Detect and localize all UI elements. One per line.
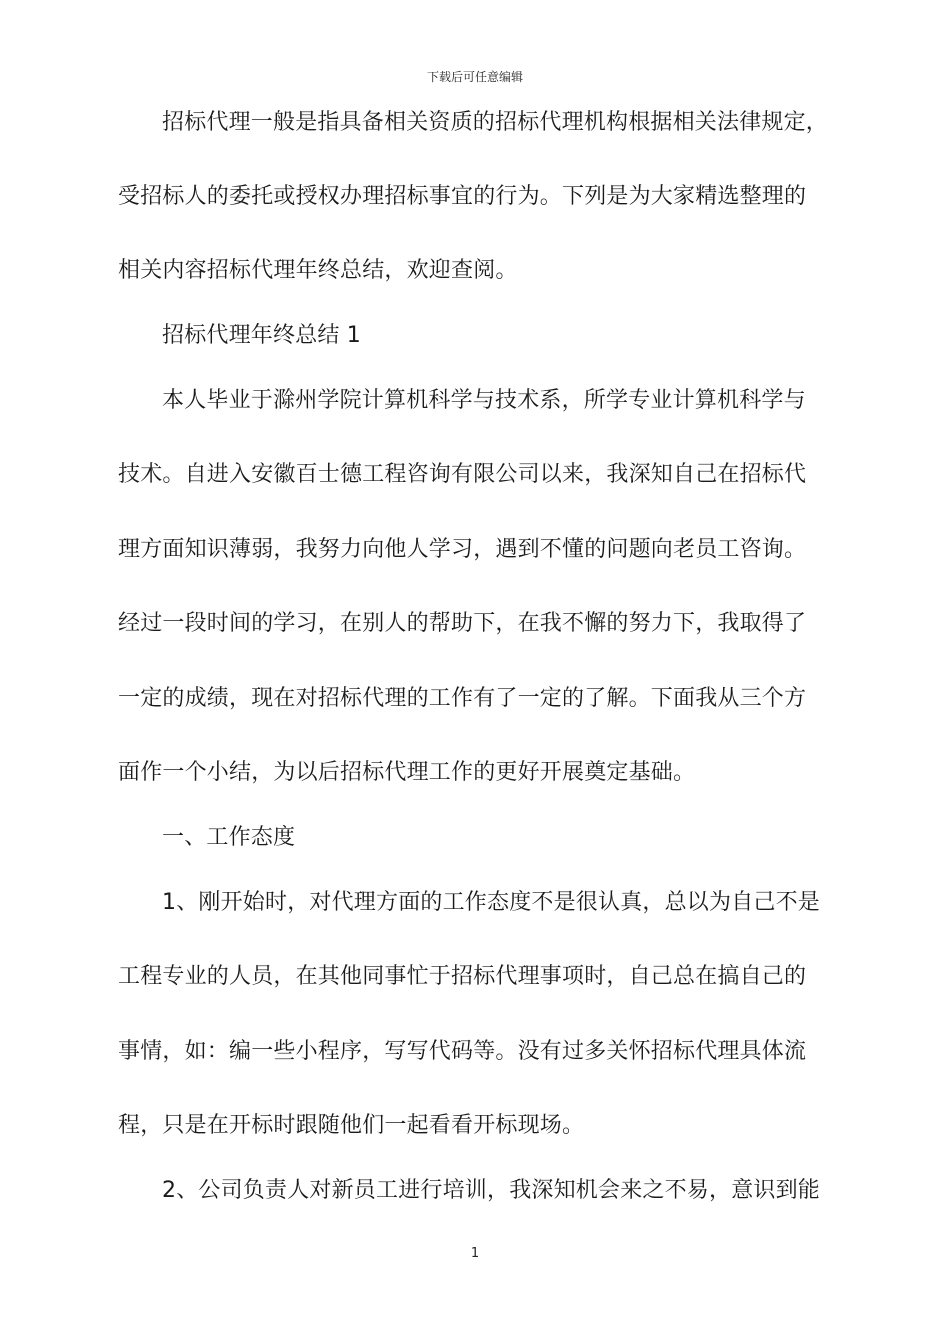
body-line: 1、刚开始时，对代理方面的工作态度不是很认真，总以为自己不是	[162, 890, 820, 915]
body-line: 理方面知识薄弱，我努力向他人学习，遇到不懂的问题向老员工咨询。	[118, 537, 807, 562]
page-number: 1	[470, 1246, 480, 1261]
body-line: 工程专业的人员，在其他同事忙于招标代理事项时，自己总在搞自己的	[118, 964, 807, 989]
body-line: 受招标人的委托或授权办理招标事宜的行为。下列是为大家精选整理的	[118, 184, 807, 209]
body-line: 面作一个小结，为以后招标代理工作的更好开展奠定基础。	[118, 760, 696, 785]
body-line: 相关内容招标代理年终总结，欢迎查阅。	[118, 258, 518, 283]
body-line: 本人毕业于滁州学院计算机科学与技术系，所学专业计算机科学与	[162, 388, 806, 413]
body-line: 事情，如：编一些小程序，写写代码等。没有过多关怀招标代理具体流	[118, 1039, 807, 1064]
body-line: 技术。自进入安徽百士德工程咨询有限公司以来，我深知自己在招标代	[118, 462, 807, 487]
subsection-heading: 一、工作态度	[162, 825, 296, 850]
section-heading: 招标代理年终总结 1	[162, 323, 361, 348]
body-line: 招标代理一般是指具备相关资质的招标代理机构根据相关法律规定，	[162, 110, 829, 135]
body-line: 一定的成绩，现在对招标代理的工作有了一定的了解。下面我从三个方	[118, 686, 807, 711]
body-line: 程，只是在开标时跟随他们一起看看开标现场。	[118, 1113, 585, 1138]
body-line: 2、公司负责人对新员工进行培训，我深知机会来之不易，意识到能	[162, 1178, 820, 1203]
page-header: 下载后可任意编辑	[426, 70, 523, 84]
body-line: 经过一段时间的学习，在别人的帮助下，在我不懈的努力下，我取得了	[118, 611, 807, 636]
